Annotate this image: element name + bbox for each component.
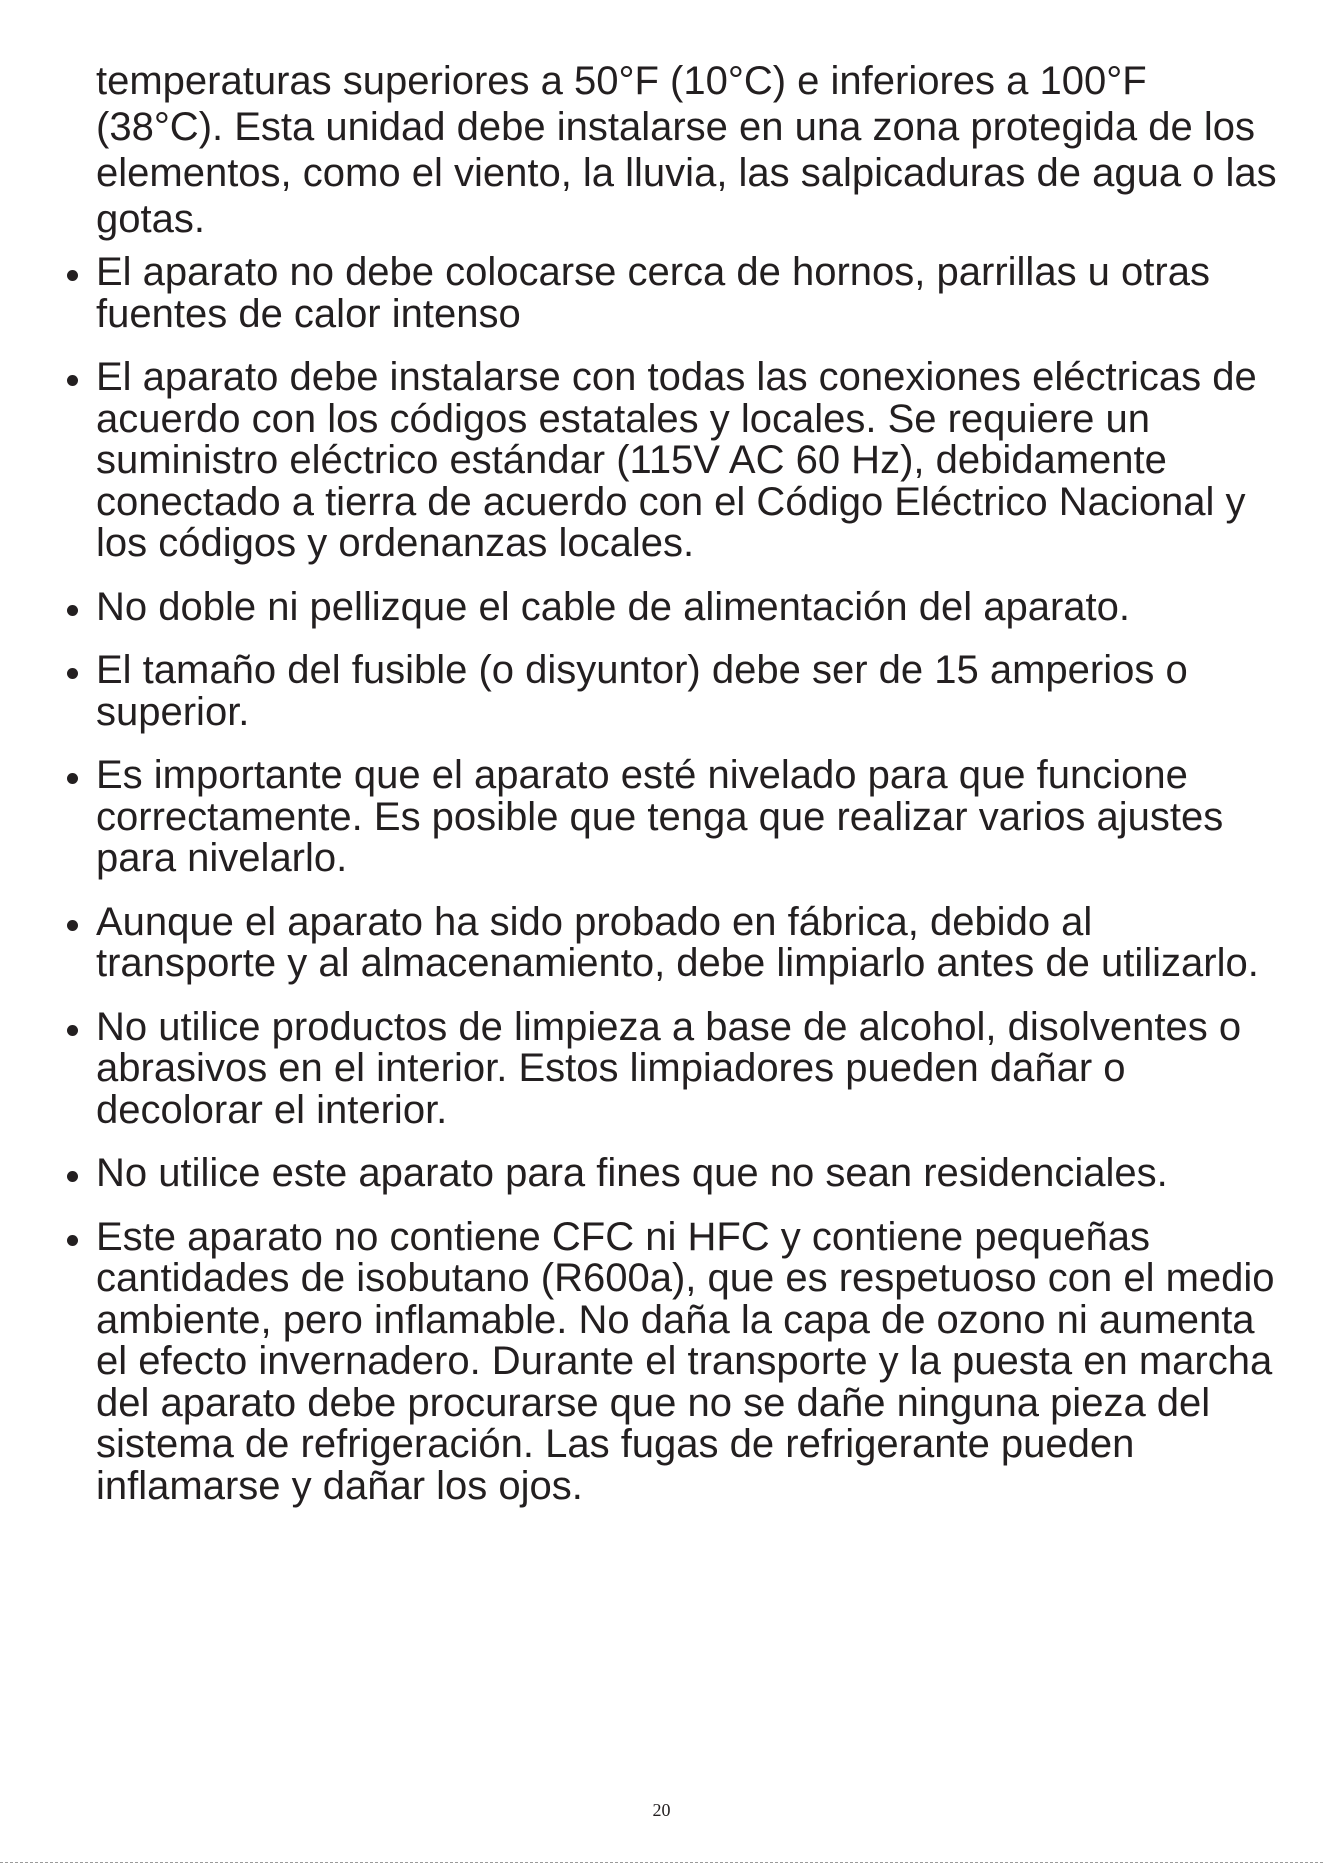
page-number: 20	[652, 1800, 671, 1820]
bullet-item-cleaning-products: No utilice productos de limpieza a base de alcohol, disolventes o abrasivos en el interior. Estos limpiadores pueden dañar o decolorar el interior.	[62, 1007, 1277, 1132]
bullet-item-cleaning-before-use: Aunque el aparato ha sido probado en fábrica, debido al transporte y al almacenamiento, debe limpiarlo antes de utilizarlo.	[62, 902, 1277, 985]
page-content	[62, 58, 1277, 1529]
bullet-item-electrical-connections: El aparato debe instalarse con todas las conexiones eléctricas de acuerdo con los códigos estatales y locales. Se requiere un suministro eléctrico estándar (115V AC 60 Hz), debidamente conectado a tierra de acuerdo con el Código Eléctrico Nacional y los códigos y ordenanzas locales.	[62, 357, 1277, 565]
bullet-item-heat-sources: El aparato no debe colocarse cerca de hornos, parrillas u otras fuentes de calor intenso	[62, 252, 1277, 335]
bullet-item-refrigerant: Este aparato no contiene CFC ni HFC y contiene pequeñas cantidades de isobutano (R600a), que es respetuoso con el medio ambiente, pero inflamable. No daña la capa de ozono ni aumenta el efecto invernadero. Durante el transporte y la puesta en marcha del aparato debe procurarse que no se dañe ninguna pieza del sistema de refrigeración. Las fugas de refrigerante pueden inflamarse y dañar los ojos.	[62, 1217, 1277, 1508]
continued-paragraph: temperaturas superiores a 50°F (10°C) e inferiores a 100°F (38°C). Esta unidad debe instalarse en una zona protegida de los elementos, como el viento, la lluvia, las salpicaduras de agua o las gotas.	[96, 59, 1277, 241]
bullet-item-residential-use: No utilice este aparato para fines que no sean residenciales.	[62, 1153, 1277, 1195]
bullet-item-power-cord: No doble ni pellizque el cable de alimentación del aparato.	[62, 587, 1277, 629]
bullet-item-fuse-size: El tamaño del fusible (o disyuntor) debe ser de 15 amperios o superior.	[62, 650, 1277, 733]
safety-bullet-list	[62, 252, 1277, 1507]
bullet-item-leveling: Es importante que el aparato esté nivelado para que funcione correctamente. Es posible que tenga que realizar varios ajustes para nivelarlo.	[62, 755, 1277, 880]
bottom-divider	[0, 1862, 1323, 1863]
